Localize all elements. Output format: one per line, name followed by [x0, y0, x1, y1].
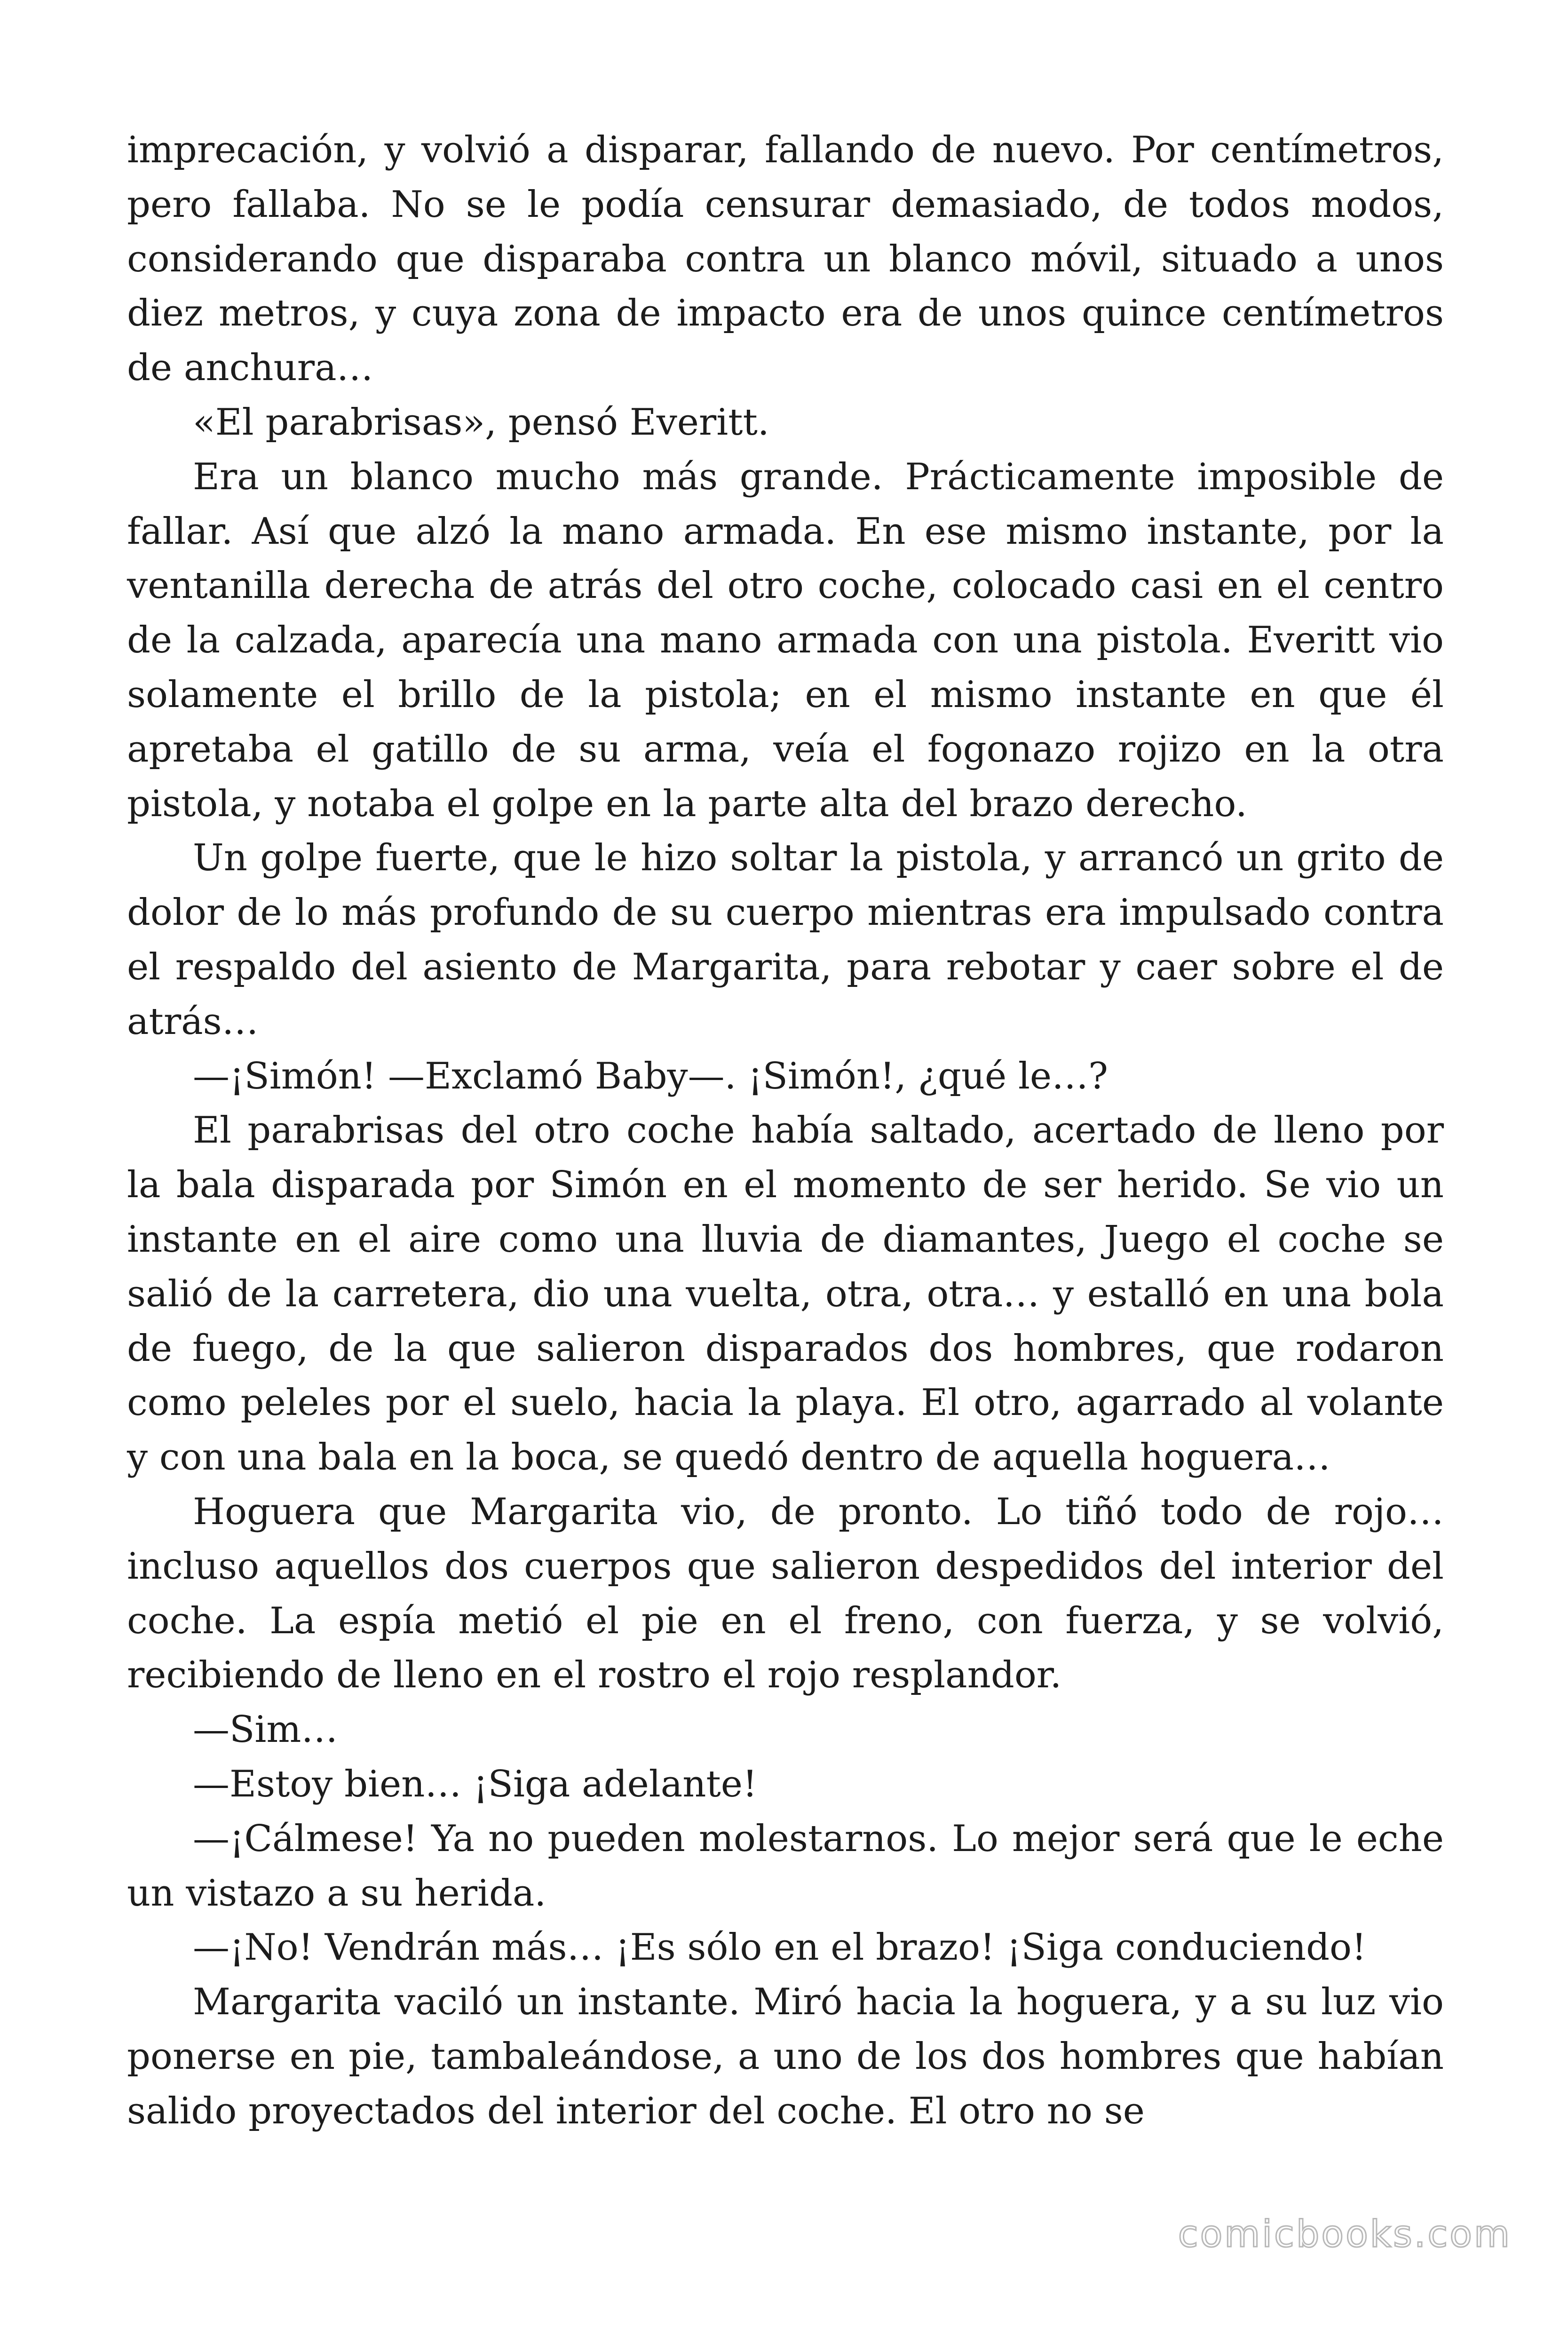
paragraph: Un golpe fuerte, que le hizo soltar la pistola, y arrancó un grito de dolor de lo más profundo de su cuerpo mientras era impulsado contra el respaldo del asiento de Margarita, para rebotar y caer sobre el de atrás…: [127, 837, 1444, 1043]
paragraph: Era un blanco mucho más grande. Prácticamente imposible de fallar. Así que alzó la mano armada. En ese mismo instante, por la ventanilla derecha de atrás del otro coche, colocado casi en el centro de la calzada, aparecía una mano armada con una pistola. Everitt vio solamente el brillo de la pistola; en el mismo instante en que él apretaba el gatillo de su arma, veía el fogonazo rojizo en la otra pistola, y notaba el golpe en la parte alta del brazo derecho.: [127, 455, 1444, 825]
paragraph: —¡No! Vendrán más… ¡Es sólo en el brazo! ¡Siga conduciendo!: [193, 1926, 1367, 1969]
paragraph: El parabrisas del otro coche había saltado, acertado de lleno por la bala disparada por Simón en el momento de ser herido. Se vio un instante en el aire como una lluvia de diamantes, Juego el coche se salió de la carretera, dio una vuelta, otra, otra… y estalló en una bola de fuego, de la que salieron disparados dos hombres, que rodaron como peleles por el suelo, hacia la playa. El otro, agarrado al volante y con una bala en la boca, se quedó dentro de aquella hoguera…: [127, 1109, 1444, 1479]
paragraph: —Estoy bien… ¡Siga adelante!: [193, 1763, 758, 1805]
paragraph: Hoguera que Margarita vio, de pronto. Lo tiñó todo de rojo… incluso aquellos dos cuerpos que salieron despedidos del interior del coche. La espía metió el pie en el freno, con fuerza, y se volvió, recibiendo de lleno en el rostro el rojo resplandor.: [127, 1490, 1444, 1697]
page-body-text: [127, 123, 1444, 2138]
paragraph: —¡Cálmese! Ya no pueden molestarnos. Lo mejor será que le eche un vistazo a su herida.: [127, 1817, 1444, 1915]
paragraph: —¡Simón! —Exclamó Baby—. ¡Simón!, ¿qué le…?: [193, 1055, 1108, 1097]
paragraph: Margarita vaciló un instante. Miró hacia la hoguera, y a su luz vio ponerse en pie, tambaleándose, a uno de los dos hombres que habían salido proyectados del interior del coche. El otro no se: [127, 1981, 1444, 2132]
paragraph: «El parabrisas», pensó Everitt.: [193, 401, 769, 444]
watermark: comicbooks.com: [1178, 2213, 1512, 2256]
paragraph: —Sim…: [193, 1708, 338, 1751]
paragraph: imprecación, y volvió a disparar, fallando de nuevo. Por centímetros, pero fallaba. No se le podía censurar demasiado, de todos modos, considerando que disparaba contra un blanco móvil, situado a unos diez metros, y cuya zona de impacto era de unos quince centímetros de anchura…: [127, 129, 1444, 389]
